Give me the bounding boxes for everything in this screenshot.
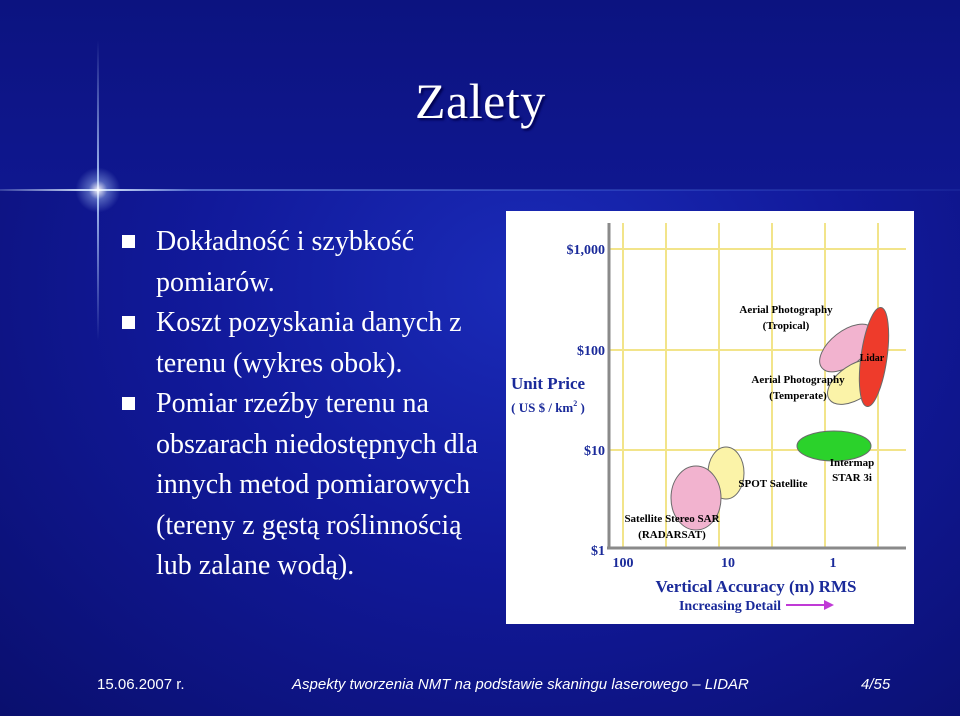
bullet-text: Pomiar rzeźby terenu na obszarach niedostępnych dla innych metod pomiarowych (tereny z gęstą roślinnością lub zalane wodą). (156, 388, 478, 581)
square-bullet-icon (122, 235, 135, 248)
slide-title: Zalety (415, 73, 546, 129)
footer-date: 15.06.2007 r. (97, 676, 185, 693)
x-tick-label: 10 (721, 556, 735, 571)
region-label: Aerial Photography (739, 304, 833, 316)
bullet-item (118, 222, 503, 303)
chart-regions (671, 306, 894, 530)
y-tick-label: $100 (577, 344, 605, 359)
bullet-text: Dokładność i szybkość pomiarów. (156, 226, 415, 298)
y-tick-label: $1 (591, 544, 605, 559)
arrow-right-icon (824, 600, 834, 610)
bullet-item (118, 384, 503, 587)
region-label: Satellite Stereo SAR (624, 513, 720, 525)
region-label: SPOT Satellite (738, 478, 808, 490)
footer-page-number: 4/55 (861, 676, 891, 693)
bullet-item (118, 303, 503, 384)
region-label: Intermap (829, 457, 875, 469)
y-tick-label: $10 (584, 444, 605, 459)
y-axis-unit: ( US $ / $km^2$ ) (511, 399, 585, 415)
bullet-text: Koszt pozyskania danych z terenu (wykres obok). (156, 307, 462, 379)
square-bullet-icon (122, 397, 135, 410)
y-tick-label: $1,000 (566, 243, 605, 258)
light-flare-horizontal (0, 189, 960, 191)
light-flare-glow (70, 165, 126, 215)
region-label: Aerial Photography (751, 374, 845, 386)
footer-title: Aspekty tworzenia NMT na podstawie skaningu laserowego – LIDAR (292, 676, 749, 693)
x-axis-sublabel: Increasing Detail (678, 599, 782, 614)
cost-accuracy-chart (506, 211, 914, 624)
region-label: STAR 3i (832, 472, 872, 484)
y-axis-label: Unit Price (510, 374, 586, 393)
x-tick-label: 100 (612, 556, 634, 571)
chart-svg (506, 211, 914, 624)
slide-footer (0, 670, 960, 700)
region-label: Lidar (859, 353, 885, 364)
x-tick-label: 1 (829, 556, 837, 571)
region-label: (Tropical) (762, 320, 810, 332)
x-axis-label: Vertical Accuracy (m) RMS (655, 577, 857, 596)
bullet-list (118, 222, 503, 587)
region-label: (Temperate) (769, 390, 827, 402)
region-label: (RADARSAT) (638, 529, 706, 541)
square-bullet-icon (122, 316, 135, 329)
